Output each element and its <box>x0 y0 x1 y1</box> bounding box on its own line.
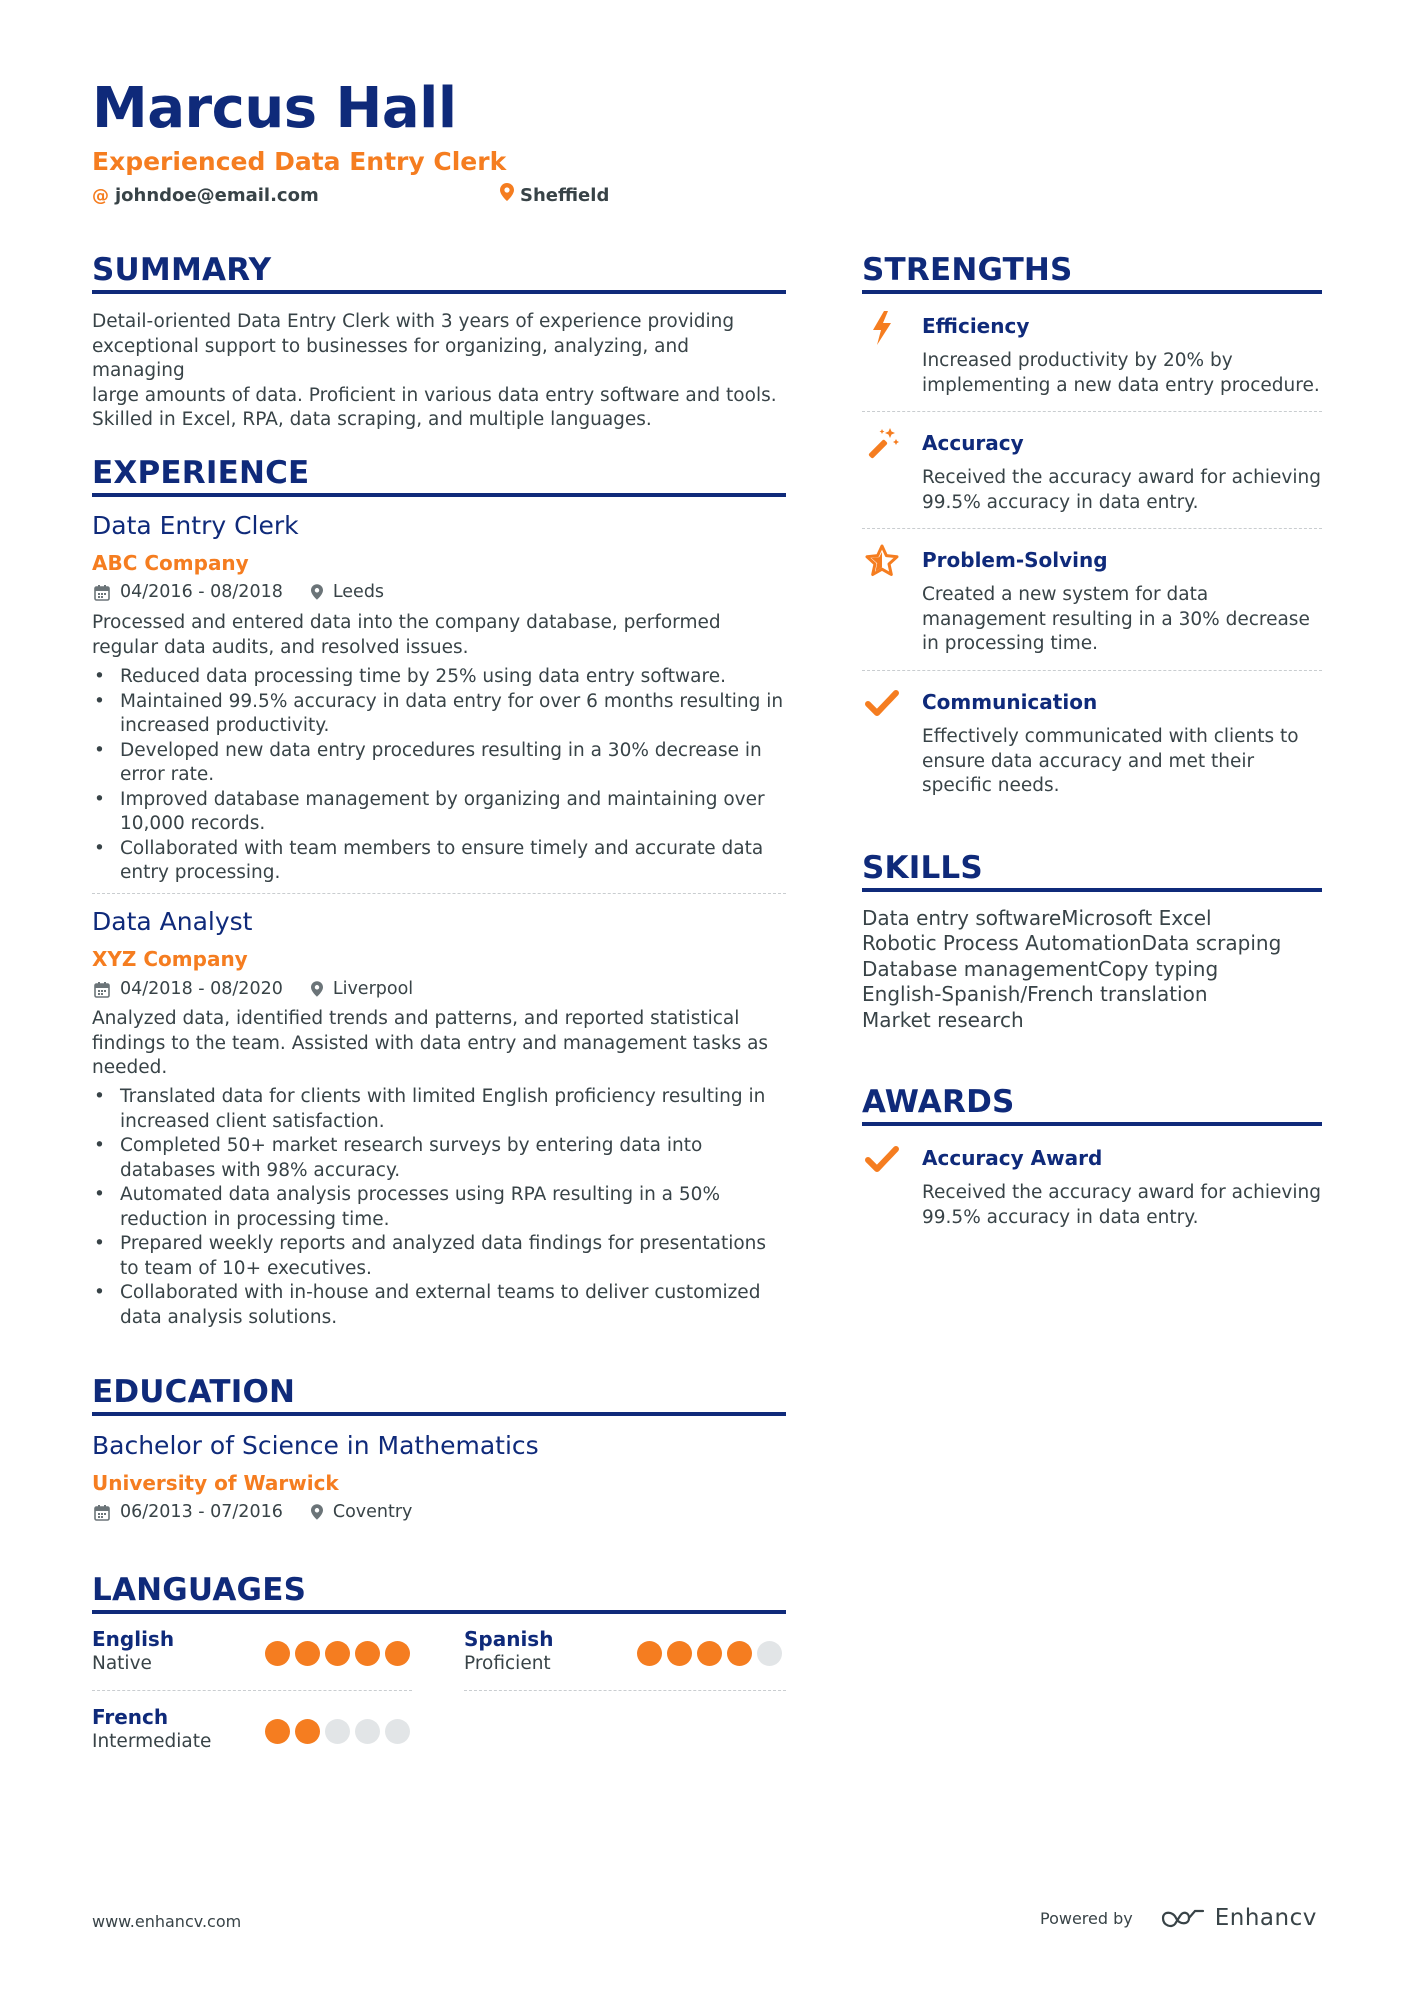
job-location: Leeds <box>332 582 385 602</box>
checkmark-icon <box>862 683 902 723</box>
desc-line: Analyzed data, identified trends and patterns, and reported statistical <box>92 1008 740 1029</box>
rating-dot-filled <box>265 1641 290 1666</box>
job-description <box>92 611 721 660</box>
skill-item: Data entry softwareMicrosoft Excel <box>862 906 1212 930</box>
bullet-item: • Improved database management by organizing and maintaining over 10,000 records. <box>92 788 786 837</box>
bullet-item: • Translated data for clients with limited English proficiency resulting in increased client satisfaction. <box>92 1085 786 1134</box>
languages-heading: LANGUAGES <box>92 1572 307 1608</box>
summary-line: Detail-oriented Data Entry Clerk with 3 years of experience providing <box>92 311 735 332</box>
star-icon <box>862 541 902 581</box>
rating-dot-filled <box>325 1641 350 1666</box>
skill-item: Market research <box>862 1008 1024 1032</box>
checkmark-icon <box>862 1139 902 1179</box>
award-title: Accuracy Award <box>922 1146 1103 1170</box>
award-line: 99.5% accuracy in data entry. <box>922 1206 1199 1228</box>
strength-description <box>922 583 1310 657</box>
summary-heading: SUMMARY <box>92 252 272 288</box>
location-text: Sheffield <box>520 185 610 206</box>
job-divider <box>92 893 786 894</box>
magic-wand-icon <box>862 424 902 464</box>
summary-rule <box>92 290 786 294</box>
strength-line: implementing a new data entry procedure. <box>922 374 1320 396</box>
strength-title: Efficiency <box>922 314 1030 338</box>
bullet-item: • Prepared weekly reports and analyzed data findings for presentations to team of 10+ executives. <box>92 1232 786 1281</box>
strength-line: Received the accuracy award for achieving <box>922 467 1321 488</box>
strengths-rule <box>862 290 1322 294</box>
enhancv-logo-icon <box>1159 1906 1207 1930</box>
strength-line: 99.5% accuracy in data entry. <box>922 491 1199 513</box>
awards-rule <box>862 1122 1322 1126</box>
language-divider <box>464 1690 786 1691</box>
job-role: Data Entry Clerk <box>92 511 299 540</box>
education-location: Coventry <box>332 1502 413 1522</box>
at-sign-icon: @ <box>92 186 109 206</box>
job-meta <box>94 977 413 1001</box>
award-line: Received the accuracy award for achieving <box>922 1182 1321 1203</box>
summary-line: large amounts of data. Proficient in various data entry software and tools. <box>92 384 777 406</box>
summary-text <box>92 310 786 433</box>
strength-divider <box>862 670 1322 671</box>
strength-divider <box>862 528 1322 529</box>
strength-line: management resulting in a 30% decrease <box>922 608 1310 630</box>
strength-description <box>922 725 1299 799</box>
rating-dot-filled <box>295 1719 320 1744</box>
job-bullets <box>92 1085 786 1330</box>
bullet-item: • Maintained 99.5% accuracy in data entry for over 6 months resulting in increased productivity. <box>92 690 786 739</box>
rating-dot-filled <box>295 1641 320 1666</box>
job-meta <box>94 580 384 604</box>
contact-email[interactable] <box>92 183 319 209</box>
language-name: English <box>92 1627 175 1651</box>
strength-line: in processing time. <box>922 633 1099 654</box>
strength-line: Increased productivity by 20% by <box>922 350 1233 371</box>
strength-description <box>922 349 1320 398</box>
bullet-item: • Completed 50+ market research surveys by entering data into databases with 98% accuracy. <box>92 1134 786 1183</box>
candidate-name: Marcus Hall <box>92 76 457 141</box>
summary-line: exceptional support to businesses for organizing, analyzing, and managing <box>92 335 689 381</box>
rating-dot-filled <box>385 1641 410 1666</box>
language-name: French <box>92 1705 169 1729</box>
job-description <box>92 1007 768 1081</box>
calendar-icon <box>94 981 110 998</box>
summary-line: Skilled in Excel, RPA, data scraping, and multiple languages. <box>92 409 652 430</box>
footer-website[interactable]: www.enhancv.com <box>92 1912 242 1931</box>
strength-title: Problem-Solving <box>922 548 1108 572</box>
job-role: Data Analyst <box>92 907 253 936</box>
lightning-icon <box>862 308 902 348</box>
skills-rule <box>862 888 1322 892</box>
strength-title: Accuracy <box>922 431 1024 455</box>
language-rating <box>265 1641 410 1666</box>
strength-line: Created a new system for data <box>922 584 1209 605</box>
strength-description <box>922 466 1321 515</box>
rating-dot-filled <box>355 1641 380 1666</box>
language-level: Native <box>92 1653 152 1674</box>
education-meta <box>94 1500 412 1524</box>
rating-dot-empty <box>355 1719 380 1744</box>
language-rating <box>637 1641 782 1666</box>
skill-item: English-Spanish/French translation <box>862 982 1208 1006</box>
strength-title: Communication <box>922 690 1098 714</box>
bullet-item: • Reduced data processing time by 25% using data entry software. <box>92 665 786 690</box>
strength-line: Effectively communicated with clients to <box>922 726 1299 747</box>
education-degree: Bachelor of Science in Mathematics <box>92 1431 539 1460</box>
education-rule <box>92 1412 786 1416</box>
rating-dot-empty <box>757 1641 782 1666</box>
language-level: Proficient <box>464 1653 551 1674</box>
rating-dot-empty <box>385 1719 410 1744</box>
language-level: Intermediate <box>92 1731 212 1752</box>
strength-line: ensure data accuracy and met their <box>922 750 1255 772</box>
rating-dot-filled <box>697 1641 722 1666</box>
map-pin-icon <box>311 1504 323 1520</box>
job-dates: 04/2018 - 08/2020 <box>120 979 283 999</box>
bullet-item: • Collaborated with team members to ensure timely and accurate data entry processing. <box>92 837 786 886</box>
rating-dot-filled <box>727 1641 752 1666</box>
contact-location <box>500 183 609 209</box>
desc-line: findings to the team. Assisted with data entry and management tasks as <box>92 1032 769 1054</box>
experience-rule <box>92 493 786 497</box>
desc-line: needed. <box>92 1057 168 1078</box>
rating-dot-filled <box>667 1641 692 1666</box>
calendar-icon <box>94 1504 110 1521</box>
language-rating <box>265 1719 410 1744</box>
map-pin-icon <box>500 183 514 209</box>
skill-item: Database managementCopy typing <box>862 957 1219 981</box>
bullet-item: • Collaborated with in-house and external teams to deliver customized data analysis solutions. <box>92 1281 786 1330</box>
language-name: Spanish <box>464 1627 554 1651</box>
job-dates: 04/2016 - 08/2018 <box>120 582 283 602</box>
job-location: Liverpool <box>332 979 414 999</box>
powered-by-label: Powered by <box>1040 1908 1133 1928</box>
rating-dot-empty <box>325 1719 350 1744</box>
education-school: University of Warwick <box>92 1471 339 1495</box>
skill-item: Robotic Process AutomationData scraping <box>862 931 1282 955</box>
rating-dot-filled <box>637 1641 662 1666</box>
awards-heading: AWARDS <box>862 1084 1015 1120</box>
award-description <box>922 1181 1321 1230</box>
bullet-item: • Automated data analysis processes using RPA resulting in a 50% reduction in processing time. <box>92 1183 786 1232</box>
education-dates: 06/2013 - 07/2016 <box>120 1502 283 1522</box>
map-pin-icon <box>311 584 323 600</box>
strength-divider <box>862 411 1322 412</box>
desc-line: Processed and entered data into the company database, performed <box>92 612 721 633</box>
email-text: johndoe@email.com <box>115 185 319 206</box>
rating-dot-filled <box>265 1719 290 1744</box>
brand-name: Enhancv <box>1214 1905 1317 1931</box>
job-company: XYZ Company <box>92 947 248 971</box>
strengths-heading: STRENGTHS <box>862 252 1073 288</box>
experience-heading: EXPERIENCE <box>92 455 310 491</box>
candidate-title: Experienced Data Entry Clerk <box>92 147 507 176</box>
calendar-icon <box>94 584 110 601</box>
bullet-item: • Developed new data entry procedures resulting in a 30% decrease in error rate. <box>92 739 786 788</box>
language-divider <box>92 1690 412 1691</box>
desc-line: regular data audits, and resolved issues. <box>92 636 469 658</box>
job-bullets <box>92 665 786 886</box>
education-heading: EDUCATION <box>92 1374 296 1410</box>
languages-rule <box>92 1610 786 1614</box>
skills-heading: SKILLS <box>862 850 983 886</box>
strength-line: specific needs. <box>922 775 1060 796</box>
footer-powered-by[interactable] <box>1040 1905 1317 1931</box>
map-pin-icon <box>311 981 323 997</box>
job-company: ABC Company <box>92 551 249 575</box>
